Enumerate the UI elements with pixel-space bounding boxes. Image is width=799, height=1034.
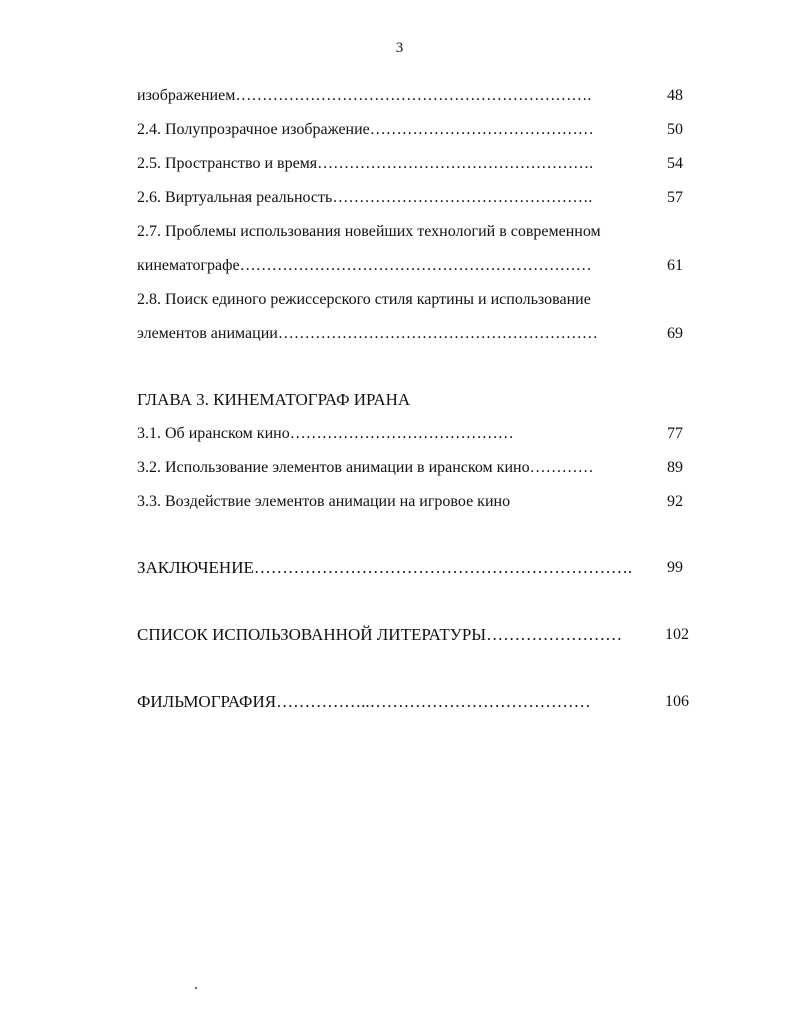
toc-entry-izobrazheniem: изображением…………………………………………………………. <box>137 87 592 104</box>
toc-entry-2-7: 2.7. Проблемы использования новейших технологий в современном <box>137 223 601 240</box>
toc-entry-conclusion: ЗАКЛЮЧЕНИЕ…………………………………………………………. <box>137 558 633 577</box>
toc-page-54: 54 <box>667 155 683 172</box>
toc-page-89: 89 <box>667 459 683 476</box>
page-number: 3 <box>395 40 404 56</box>
toc-page-69: 69 <box>667 325 683 342</box>
toc-page-48: 48 <box>667 87 683 104</box>
toc-page-50: 50 <box>667 121 683 138</box>
toc-entry-2-4: 2.4. Полупрозрачное изображение…………………………………… <box>137 121 594 138</box>
toc-entry-3-1: 3.1. Об иранском кино…………………………………… <box>137 425 514 442</box>
scan-speck <box>195 987 197 989</box>
toc-page-102: 102 <box>665 626 689 643</box>
toc-entry-bibliography: СПИСОК ИСПОЛЬЗОВАННОЙ ЛИТЕРАТУРЫ…………………… <box>137 625 623 644</box>
toc-entry-2-5: 2.5. Пространство и время……………………………………………. <box>137 155 594 172</box>
toc-page-106: 106 <box>665 693 689 710</box>
toc-page-77: 77 <box>667 425 683 442</box>
toc-page-57: 57 <box>667 189 683 206</box>
toc-page-61: 61 <box>667 257 683 274</box>
chapter-3-heading: ГЛАВА 3. КИНЕМАТОГРАФ ИРАНА <box>137 390 411 409</box>
toc-entry-3-2: 3.2. Использование элементов анимации в иранском кино………… <box>137 459 594 476</box>
toc-entry-2-8: 2.8. Поиск единого режиссерского стиля картины и использование <box>137 291 591 308</box>
toc-entry-2-8-cont: элементов анимации…………………………………………………… <box>137 325 598 342</box>
toc-entry-filmography: ФИЛЬМОГРАФИЯ……………..………………………………… <box>137 692 591 711</box>
toc-entry-2-6: 2.6. Виртуальная реальность…………………………………………. <box>137 189 593 206</box>
toc-entry-2-7-cont: кинематографе………………………………………………………… <box>137 257 592 274</box>
toc-entry-3-3: 3.3. Воздействие элементов анимации на игровое кино <box>137 493 511 510</box>
toc-page-99: 99 <box>667 559 683 576</box>
toc-page-92: 92 <box>667 493 683 510</box>
